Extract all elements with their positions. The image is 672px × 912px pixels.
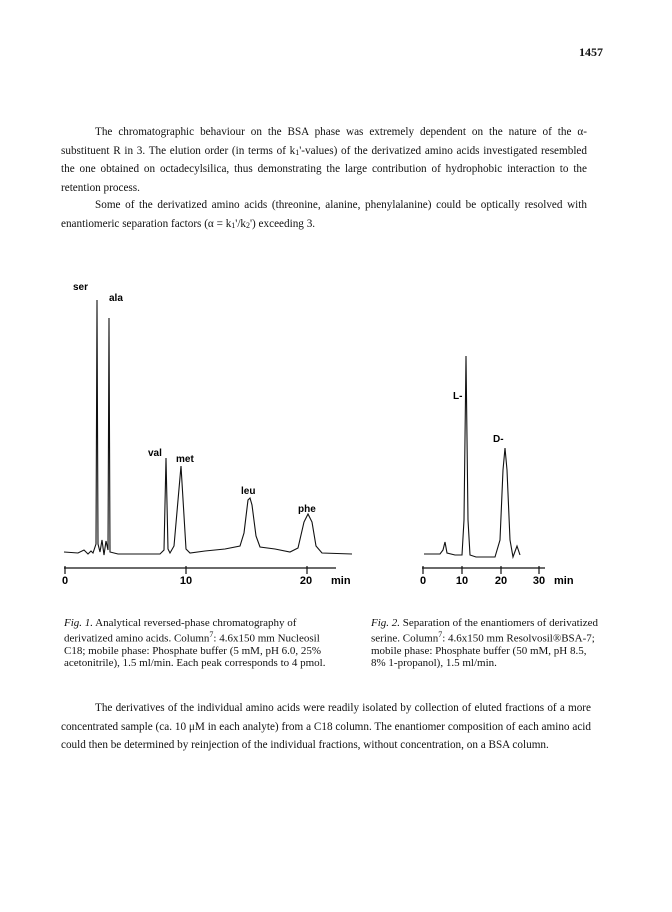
figure-1-tick-label: 20 [299, 575, 313, 587]
peak-label-leu: leu [241, 486, 256, 497]
peak-label-l: L- [453, 391, 463, 402]
peak-label-phe: phe [298, 504, 316, 515]
peak-label-ser: ser [73, 282, 89, 293]
figure-2-tick-label: 20 [494, 575, 508, 587]
peak-label-met: met [176, 454, 194, 465]
figure-1-axis-unit: min [331, 575, 351, 587]
figure-1-chromatogram [62, 282, 352, 587]
figure-1-trace [64, 300, 352, 555]
figure-2-tick-label: 30 [532, 575, 546, 587]
figure-2-caption: Fig. 2. Separation of the enantiomers of derivatized serine. Column$^7$: 4.6x150 mm Resolvosil®BSA-7; mobile phase: Phosphate buffer (50 mM, pH 8.5, 8% 1-propanol), 1.5 ml/min. [371, 617, 598, 670]
figure-2-trace [424, 356, 520, 557]
peak-label-ala: ala [109, 293, 123, 304]
figure-1-tick-label: 0 [61, 575, 69, 587]
figure-2-caption-label: Fig. 2. [371, 617, 401, 629]
page-number: 1457 [579, 45, 603, 59]
peak-label-val: val [148, 448, 162, 459]
paragraph-1: The chromatographic behaviour on the BSA phase was extremely dependent on the nature of the α-substituent R in 3. The elution order (in terms of $k_1'-values$) of the derivatized amino acids investigated resembled the one obtained on octadecylsilica, thus demonstrating the large contribution of hydrophobic interaction to the retention process. [61, 126, 587, 194]
figure-2-tick-label: 0 [419, 575, 427, 587]
figure-2-chromatogram [420, 356, 574, 587]
figure-2-axis-unit: min [554, 575, 574, 587]
figure-1-tick-label: 10 [179, 575, 193, 587]
figure-1-caption-label: Fig. 1. [64, 617, 94, 629]
peak-label-d: D- [493, 434, 504, 445]
paragraph-2: Some of the derivatized amino acids (threonine, alanine, phenylalanine) could be optically resolved with enantiomeric separation factors $(\alpha = k_1'/k_2')$ exceeding 3. [61, 199, 587, 230]
paragraph-3: The derivatives of the individual amino acids were readily isolated by collection of eluted fractions of a more concentrated sample (ca. 10 μM in each analyte) from a C18 column. The enantiomer composition of each amino acid could then be determined by reinjection of the individual fractions, without concentration, on a BSA column. [61, 702, 591, 751]
figure-2-tick-label: 10 [455, 575, 469, 587]
figure-1-caption: Fig. 1. Analytical reversed-phase chromatography of derivatized amino acids. Column$^7$: 4.6x150 mm Nucleosil C18; mobile phase: Phosphate buffer (5 mM, pH 6.0, 25% acetonitrile), 1.5 ml/min. Each peak corresponds to 4 pmol. [64, 617, 326, 670]
